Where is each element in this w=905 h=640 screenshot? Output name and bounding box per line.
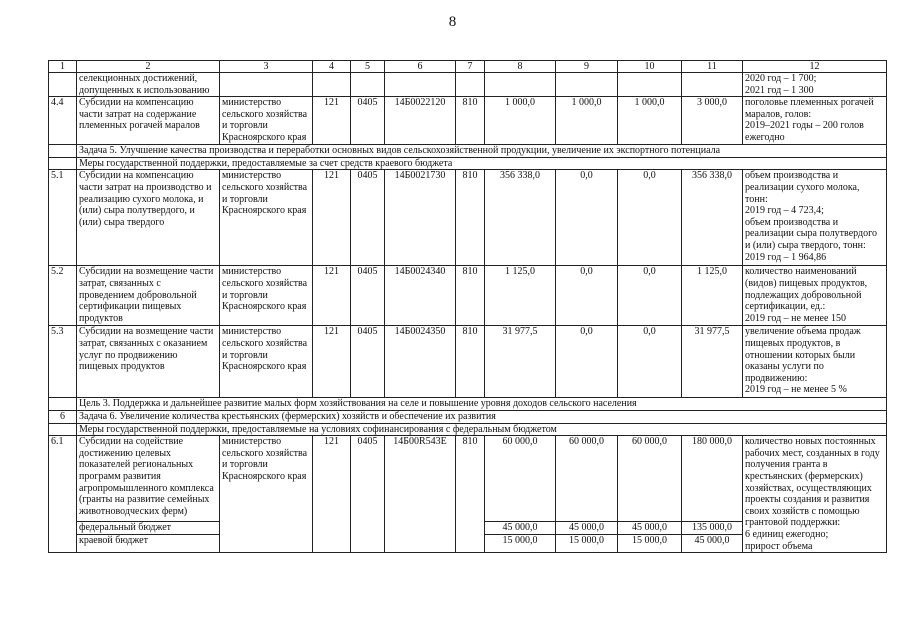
- executor: министерство сельского хозяйства и торговли Красноярского края: [220, 170, 313, 266]
- row-number: 6.1: [49, 436, 77, 553]
- column-header: 8: [485, 61, 556, 73]
- row-number: 5.3: [49, 326, 77, 398]
- row-number: 5.2: [49, 266, 77, 326]
- rzpr-code: 0405: [351, 170, 385, 266]
- vr-code: 810: [456, 266, 485, 326]
- row-number: 4.4: [49, 97, 77, 145]
- rzpr-code: 0405: [351, 326, 385, 398]
- task-6-title: Задача 6. Увеличение количества крестьянских (фермерских) хозяйств и обеспечение их развития: [77, 410, 887, 423]
- rzpr-code: 0405: [351, 266, 385, 326]
- expected-result: поголовье племенных рогачей маралов, голов: 2019–2021 годы – 200 голов ежегодно: [743, 97, 887, 145]
- expected-result: 2020 год – 1 700; 2021 год – 1 300: [743, 73, 887, 97]
- table-row: [49, 326, 887, 398]
- regional-budget-label: краевой бюджет: [77, 535, 220, 553]
- amount-2021: 0,0: [618, 170, 682, 266]
- task-5-title: Задача 5. Улучшение качества производства и переработки основных видов сельскохозяйственной продукции, увеличение их экспортного потенциала: [77, 145, 887, 158]
- grbs-code: 121: [313, 170, 351, 266]
- column-header: 11: [682, 61, 743, 73]
- amount-2019: 31 977,5: [485, 326, 556, 398]
- measures-5-title: Меры государственной поддержки, предоставляемые за счет средств краевого бюджета: [77, 157, 887, 170]
- measure-name: селекционных достижений, допущенных к использованию: [77, 73, 220, 97]
- amount-2019: 1 125,0: [485, 266, 556, 326]
- page-number: 8: [448, 14, 457, 30]
- measure-name: Субсидии на содействие достижению целевых показателей региональных программ развития агропромышленного комплекса (гранты на развитие семейных животноводческих ферм): [77, 436, 220, 522]
- csr-code: 14Б00R543E: [385, 436, 456, 553]
- federal-2021: 45 000,0: [618, 522, 682, 535]
- column-header: 2: [77, 61, 220, 73]
- executor: министерство сельского хозяйства и торговли Красноярского края: [220, 436, 313, 553]
- measures-row: [49, 423, 887, 436]
- column-header: 6: [385, 61, 456, 73]
- csr-code: 14Б0021730: [385, 170, 456, 266]
- measures-row: [49, 157, 887, 170]
- column-header: 4: [313, 61, 351, 73]
- column-number-row: [49, 61, 887, 73]
- column-header: 12: [743, 61, 887, 73]
- expected-result: объем производства и реализации сухого молока, тонн: 2019 год – 4 723,4; объем производства и реализации сыра полутвердого и (или) сыра твердого, тонн: 2019 год – 1 964,86: [743, 170, 887, 266]
- amount-2019: 1 000,0: [485, 97, 556, 145]
- rzpr-code: 0405: [351, 97, 385, 145]
- vr-code: 810: [456, 97, 485, 145]
- federal-budget-label: федеральный бюджет: [77, 522, 220, 535]
- column-header: 9: [556, 61, 618, 73]
- table-row: [49, 436, 887, 522]
- amount-2020: 0,0: [556, 170, 618, 266]
- vr-code: 810: [456, 436, 485, 553]
- column-header: 10: [618, 61, 682, 73]
- amount-2019: 60 000,0: [485, 436, 556, 522]
- amount-2021: 0,0: [618, 326, 682, 398]
- amount-total: 356 338,0: [682, 170, 743, 266]
- executor: министерство сельского хозяйства и торговли Красноярского края: [220, 326, 313, 398]
- csr-code: 14Б0024350: [385, 326, 456, 398]
- column-header: 7: [456, 61, 485, 73]
- amount-2020: 60 000,0: [556, 436, 618, 522]
- federal-2019: 45 000,0: [485, 522, 556, 535]
- grbs-code: 121: [313, 266, 351, 326]
- grbs-code: 121: [313, 326, 351, 398]
- grbs-code: 121: [313, 436, 351, 553]
- amount-2021: 1 000,0: [618, 97, 682, 145]
- regional-2019: 15 000,0: [485, 535, 556, 553]
- table-row: [49, 170, 887, 266]
- rzpr-code: 0405: [351, 436, 385, 553]
- amount-total: 3 000,0: [682, 97, 743, 145]
- grbs-code: 121: [313, 97, 351, 145]
- amount-total: 180 000,0: [682, 436, 743, 522]
- amount-total: 31 977,5: [682, 326, 743, 398]
- goal-3-title: Цель 3. Поддержка и дальнейшее развитие малых форм хозяйствования на селе и повышение уровня доходов сельского населения: [77, 398, 887, 411]
- federal-2020: 45 000,0: [556, 522, 618, 535]
- expected-result: увеличение объема продаж пищевых продуктов, в отношении которых были оказаны услуги по продвижению: 2019 год – не менее 5 %: [743, 326, 887, 398]
- row-number: 5.1: [49, 170, 77, 266]
- measures-6-title: Меры государственной поддержки, предоставляемые на условиях софинансирования с федеральным бюджетом: [77, 423, 887, 436]
- executor: министерство сельского хозяйства и торговли Красноярского края: [220, 97, 313, 145]
- column-header: 5: [351, 61, 385, 73]
- measure-name: Субсидии на компенсацию части затрат на производство и реализацию сухого молока, и (или) сыра полутвердого, и (или) сыра твердого: [77, 170, 220, 266]
- expected-result: количество новых постоянных рабочих мест, созданных в году получения гранта в крестьянских (фермерских) хозяйствах, осуществляющих проекты создания и развития своих хозяйств с помощью грантовой поддержки: 6 единиц ежегодно; прирост объема: [743, 436, 887, 553]
- regional-2020: 15 000,0: [556, 535, 618, 553]
- budget-table: [48, 60, 887, 553]
- amount-2020: 1 000,0: [556, 97, 618, 145]
- regional-2021: 15 000,0: [618, 535, 682, 553]
- expected-result: количество наименований (видов) пищевых продуктов, подлежащих добровольной сертификации, ед.: 2019 год – не менее 150: [743, 266, 887, 326]
- csr-code: 14Б0024340: [385, 266, 456, 326]
- amount-2020: 0,0: [556, 326, 618, 398]
- column-header: 1: [49, 61, 77, 73]
- regional-total: 45 000,0: [682, 535, 743, 553]
- amount-total: 1 125,0: [682, 266, 743, 326]
- column-header: 3: [220, 61, 313, 73]
- amount-2020: 0,0: [556, 266, 618, 326]
- vr-code: 810: [456, 170, 485, 266]
- vr-code: 810: [456, 326, 485, 398]
- amount-2019: 356 338,0: [485, 170, 556, 266]
- task-row: [49, 410, 887, 423]
- amount-2021: 0,0: [618, 266, 682, 326]
- table-row: [49, 97, 887, 145]
- amount-2021: 60 000,0: [618, 436, 682, 522]
- executor: министерство сельского хозяйства и торговли Красноярского края: [220, 266, 313, 326]
- task-row: [49, 145, 887, 158]
- goal-row: [49, 398, 887, 411]
- csr-code: 14Б0022120: [385, 97, 456, 145]
- measure-name: Субсидии на возмещение части затрат, связанных с проведением добровольной сертификации пищевых продуктов: [77, 266, 220, 326]
- table-row: [49, 266, 887, 326]
- federal-total: 135 000,0: [682, 522, 743, 535]
- measure-name: Субсидии на возмещение части затрат, связанных с оказанием услуг по продвижению пищевых продуктов: [77, 326, 220, 398]
- row-number: 6: [49, 410, 77, 423]
- table-row: [49, 73, 887, 97]
- measure-name: Субсидии на компенсацию части затрат на содержание племенных рогачей маралов: [77, 97, 220, 145]
